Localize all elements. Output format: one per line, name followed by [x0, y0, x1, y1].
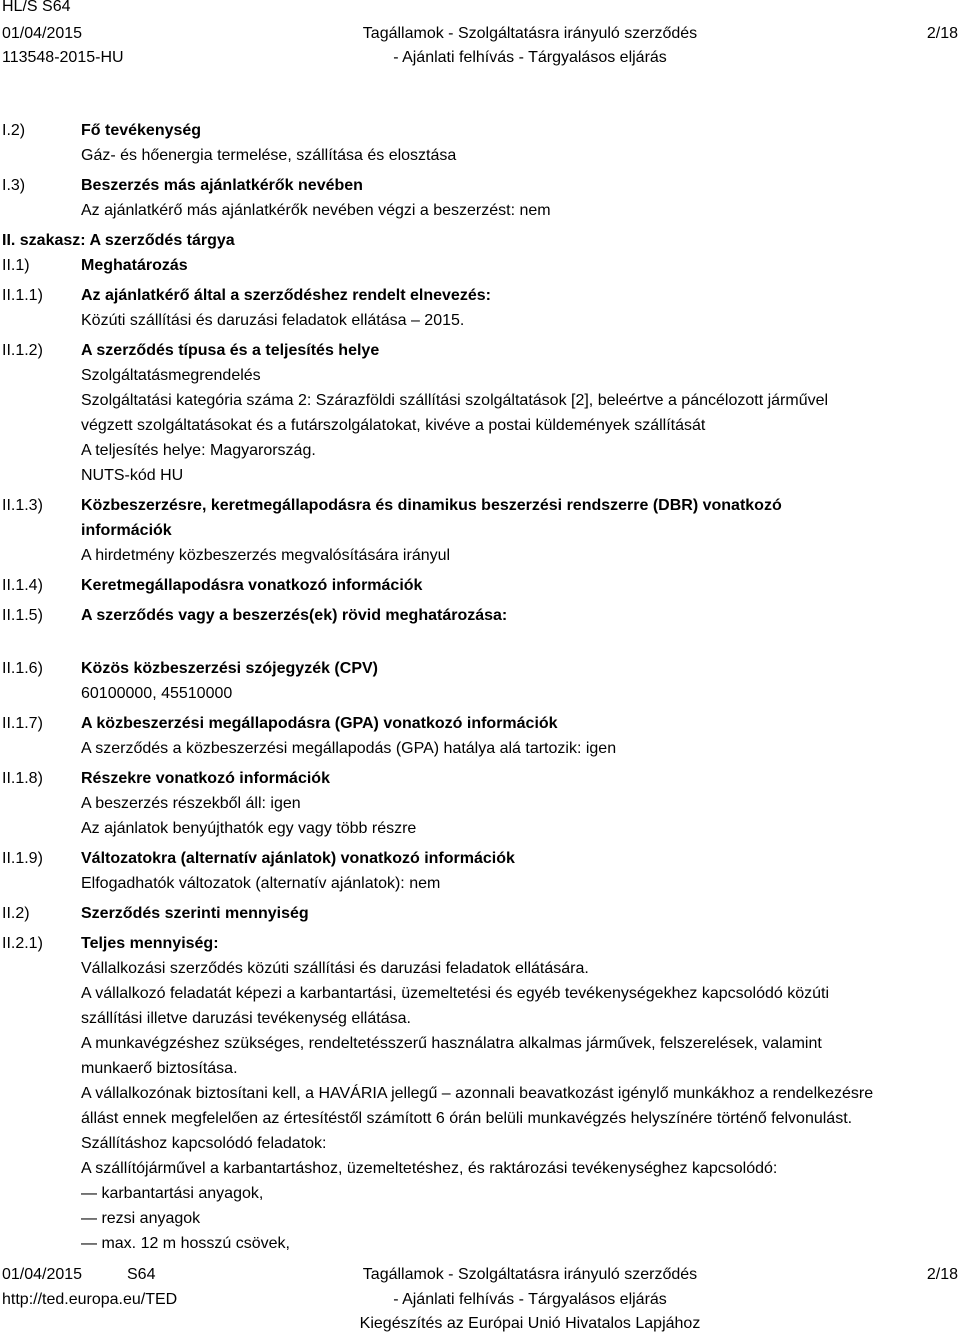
section-ii11	[0, 283, 960, 333]
list-item: — rezsi anyagok	[81, 1210, 201, 1227]
section-ii21	[0, 931, 960, 1256]
header-ref: 113548-2015-HU	[2, 49, 124, 66]
document-body	[0, 118, 960, 1256]
list-item: — max. 12 m hosszú csövek,	[81, 1235, 290, 1252]
category-line-1: Szolgáltatási kategória száma 2: Szárazföldi szállítási szolgáltatások [2], beleértve a páncélozott járművel	[81, 392, 829, 409]
header-page: 2/18	[926, 25, 958, 42]
section-number: I.3)	[2, 177, 26, 194]
section-title: Részekre vonatkozó információk	[81, 770, 330, 787]
section-text: Az ajánlatkérő más ajánlatkérők nevében végzi a beszerzést: nem	[81, 202, 551, 219]
section-title: Az ajánlatkérő által a szerződéshez rendelt elnevezés:	[81, 287, 491, 304]
section-ii19	[0, 846, 960, 896]
section-title: A közbeszerzési megállapodásra (GPA) vonatkozó információk	[81, 715, 558, 732]
section-ii17	[0, 711, 960, 761]
section-title-2: információk	[81, 522, 172, 539]
section-text: Elfogadhatók változatok (alternatív ajánlatok): nem	[81, 875, 441, 892]
section-i3	[0, 173, 960, 223]
section-title: A szerződés vagy a beszerzés(ek) rövid meghatározása:	[81, 607, 508, 624]
section-title: Közös közbeszerzési szójegyzék (CPV)	[81, 660, 378, 677]
section-number: II.1.9)	[2, 850, 43, 867]
footer-issue: S64	[127, 1266, 156, 1283]
section-ii14	[0, 573, 960, 598]
section-ii15	[0, 603, 960, 628]
section-number: II.1.3)	[2, 497, 43, 514]
part-heading: II. szakasz: A szerződés tárgya	[2, 232, 235, 249]
footer-url: http://ted.europa.eu/TED	[2, 1291, 178, 1308]
section-number: II.1.7)	[2, 715, 43, 732]
header-date: 01/04/2015	[2, 25, 83, 42]
section-title: A szerződés típusa és a teljesítés helye	[81, 342, 380, 359]
section-number: II.1.2)	[2, 342, 43, 359]
section-text-1: A beszerzés részekből áll: igen	[81, 795, 301, 812]
section-text: A hirdetmény közbeszerzés megvalósítására irányul	[81, 547, 451, 564]
quantity-line: A munkavégzéshez szükséges, rendeltetésszerű használatra alkalmas járművek, felszerelések, valamint	[81, 1035, 822, 1052]
section-number: II.1.8)	[2, 770, 43, 787]
section-text: A szerződés a közbeszerzési megállapodás (GPA) hatálya alá tartozik: igen	[81, 740, 617, 757]
section-title: Teljes mennyiség:	[81, 935, 219, 952]
footer-title-1: Tagállamok - Szolgáltatásra irányuló szerződés	[362, 1266, 698, 1283]
quantity-line: A vállalkozónak biztosítani kell, a HAVÁRIA jellegű – azonnali beavatkozást igénylő munkákhoz a rendelkezésre	[81, 1085, 874, 1102]
section-ii2	[0, 901, 960, 926]
section-number: II.1.4)	[2, 577, 43, 594]
section-title: Szerződés szerinti mennyiség	[81, 905, 309, 922]
section-title: Fő tevékenység	[81, 122, 202, 139]
section-ii12	[0, 338, 960, 488]
footer-title-2: - Ajánlati felhívás - Tárgyalásos eljárás	[393, 1291, 667, 1308]
quantity-line: munkaerő biztosítása.	[81, 1060, 238, 1077]
section-number: II.1.6)	[2, 660, 43, 677]
section-title: Változatokra (alternatív ajánlatok) vonatkozó információk	[81, 850, 515, 867]
section-i2	[0, 118, 960, 168]
section-number: I.2)	[2, 122, 26, 139]
section-ii13	[0, 493, 960, 568]
list-item: — karbantartási anyagok,	[81, 1185, 264, 1202]
quantity-line: szállítási illetve daruzási tevékenység ellátása.	[81, 1010, 411, 1027]
section-number: II.2)	[2, 905, 30, 922]
section-ii18	[0, 766, 960, 841]
footer-date: 01/04/2015	[2, 1266, 83, 1283]
category-line-2: végzett szolgáltatásokat és a futárszolgálatokat, kivéve a postai küldemények szállítását	[81, 417, 706, 434]
section-title: Meghatározás	[81, 257, 188, 274]
section-text: Gáz- és hőenergia termelése, szállítása és elosztása	[81, 147, 457, 164]
section-ii1	[0, 253, 960, 278]
quantity-line: állást ennek megfelelően az értesítéstől számított 6 órán belüli munkavégzés helyszínére történő felvonulást.	[81, 1110, 853, 1127]
section-title-1: Közbeszerzésre, keretmegállapodásra és dinamikus beszerzési rendszerre (DBR) vonatkozó	[81, 497, 782, 514]
section-number: II.1)	[2, 257, 30, 274]
contract-type: Szolgáltatásmegrendelés	[81, 367, 261, 384]
section-text-2: Az ajánlatok benyújthatók egy vagy több részre	[81, 820, 417, 837]
header-title-1: Tagállamok - Szolgáltatásra irányuló szerződés	[362, 25, 698, 42]
quantity-line: A vállalkozó feladatát képezi a karbantartási, üzemeltetési és egyéb tevékenységekhez kapcsolódó közúti	[81, 985, 829, 1002]
quantity-line: Szállításhoz kapcsolódó feladatok:	[81, 1135, 327, 1152]
nuts-code: NUTS-kód HU	[81, 467, 184, 484]
quantity-line: Vállalkozási szerződés közúti szállítási és daruzási feladatok ellátására.	[81, 960, 589, 977]
doc-id: HL/S S64	[2, 0, 71, 15]
section-text: 60100000, 45510000	[81, 685, 233, 702]
quantity-line: A szállítójárművel a karbantartáshoz, üzemeltetéshez, és raktározási tevékenységhez kapcsolódó:	[81, 1160, 778, 1177]
section-number: II.1.1)	[2, 287, 43, 304]
section-ii16	[0, 656, 960, 706]
section-text: Közúti szállítási és daruzási feladatok ellátása – 2015.	[81, 312, 465, 329]
section-title: Keretmegállapodásra vonatkozó információk	[81, 577, 423, 594]
section-number: II.2.1)	[2, 935, 43, 952]
footer-page: 2/18	[926, 1266, 958, 1283]
place-of-performance: A teljesítés helye: Magyarország.	[81, 442, 316, 459]
header-title-2: - Ajánlati felhívás - Tárgyalásos eljárás	[393, 49, 667, 66]
footer-title-3: Kiegészítés az Európai Unió Hivatalos Lapjához	[359, 1315, 701, 1332]
section-title: Beszerzés más ajánlatkérők nevében	[81, 177, 363, 194]
section-number: II.1.5)	[2, 607, 43, 624]
